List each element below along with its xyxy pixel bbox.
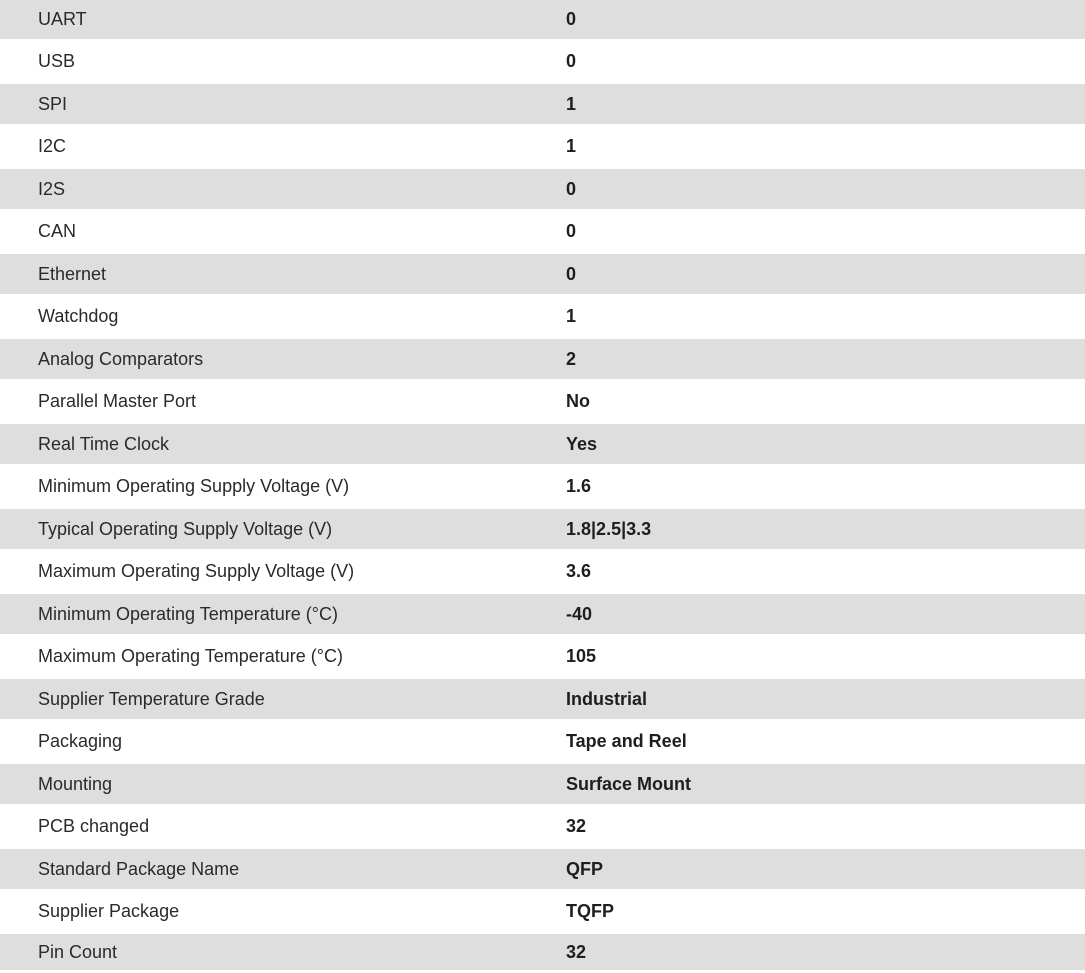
spec-value: 0: [566, 209, 1085, 254]
table-row: [0, 889, 1085, 934]
spec-value: 0: [566, 254, 1085, 294]
spec-name: Analog Comparators: [0, 339, 566, 379]
spec-name: CAN: [0, 209, 566, 254]
table-row: [0, 934, 1085, 970]
spec-name: Minimum Operating Temperature (°C): [0, 594, 566, 634]
table-row: [0, 464, 1085, 509]
spec-name: USB: [0, 39, 566, 84]
spec-value: 0: [566, 0, 1085, 39]
spec-value: 1.6: [566, 464, 1085, 509]
spec-name: UART: [0, 0, 566, 39]
table-row: [0, 209, 1085, 254]
table-row: [0, 339, 1085, 379]
spec-name: Minimum Operating Supply Voltage (V): [0, 464, 566, 509]
spec-value: Surface Mount: [566, 764, 1085, 804]
spec-value: 1: [566, 294, 1085, 339]
spec-name: Watchdog: [0, 294, 566, 339]
spec-name: Typical Operating Supply Voltage (V): [0, 509, 566, 549]
table-row: [0, 634, 1085, 679]
spec-name: Ethernet: [0, 254, 566, 294]
spec-value: Yes: [566, 424, 1085, 464]
table-row: [0, 124, 1085, 169]
spec-value: 1: [566, 84, 1085, 124]
spec-value: Tape and Reel: [566, 719, 1085, 764]
table-row: [0, 379, 1085, 424]
spec-value: 1: [566, 124, 1085, 169]
spec-name: Packaging: [0, 719, 566, 764]
spec-name: Real Time Clock: [0, 424, 566, 464]
spec-value: 0: [566, 39, 1085, 84]
spec-name: Maximum Operating Supply Voltage (V): [0, 549, 566, 594]
spec-value: QFP: [566, 849, 1085, 889]
spec-value: 32: [566, 804, 1085, 849]
spec-value: No: [566, 379, 1085, 424]
table-row: [0, 84, 1085, 124]
table-row: [0, 509, 1085, 549]
spec-name: Pin Count: [0, 934, 566, 970]
spec-name: SPI: [0, 84, 566, 124]
table-row: [0, 804, 1085, 849]
spec-value: 2: [566, 339, 1085, 379]
spec-value: Industrial: [566, 679, 1085, 719]
table-row: [0, 679, 1085, 719]
table-row: [0, 294, 1085, 339]
spec-value: 1.8|2.5|3.3: [566, 509, 1085, 549]
spec-value: 0: [566, 169, 1085, 209]
spec-name: Supplier Package: [0, 889, 566, 934]
spec-name: Standard Package Name: [0, 849, 566, 889]
spec-name: I2C: [0, 124, 566, 169]
spec-value: TQFP: [566, 889, 1085, 934]
table-row: [0, 169, 1085, 209]
spec-name: PCB changed: [0, 804, 566, 849]
spec-name: Maximum Operating Temperature (°C): [0, 634, 566, 679]
table-row: [0, 254, 1085, 294]
spec-value: -40: [566, 594, 1085, 634]
table-row: [0, 849, 1085, 889]
table-row: [0, 0, 1085, 39]
spec-name: Mounting: [0, 764, 566, 804]
table-row: [0, 719, 1085, 764]
spec-value: 105: [566, 634, 1085, 679]
table-row: [0, 764, 1085, 804]
table-row: [0, 39, 1085, 84]
spec-name: I2S: [0, 169, 566, 209]
table-row: [0, 594, 1085, 634]
spec-value: 3.6: [566, 549, 1085, 594]
spec-value: 32: [566, 934, 1085, 970]
table-row: [0, 424, 1085, 464]
table-row: [0, 549, 1085, 594]
spec-name: Supplier Temperature Grade: [0, 679, 566, 719]
spec-name: Parallel Master Port: [0, 379, 566, 424]
